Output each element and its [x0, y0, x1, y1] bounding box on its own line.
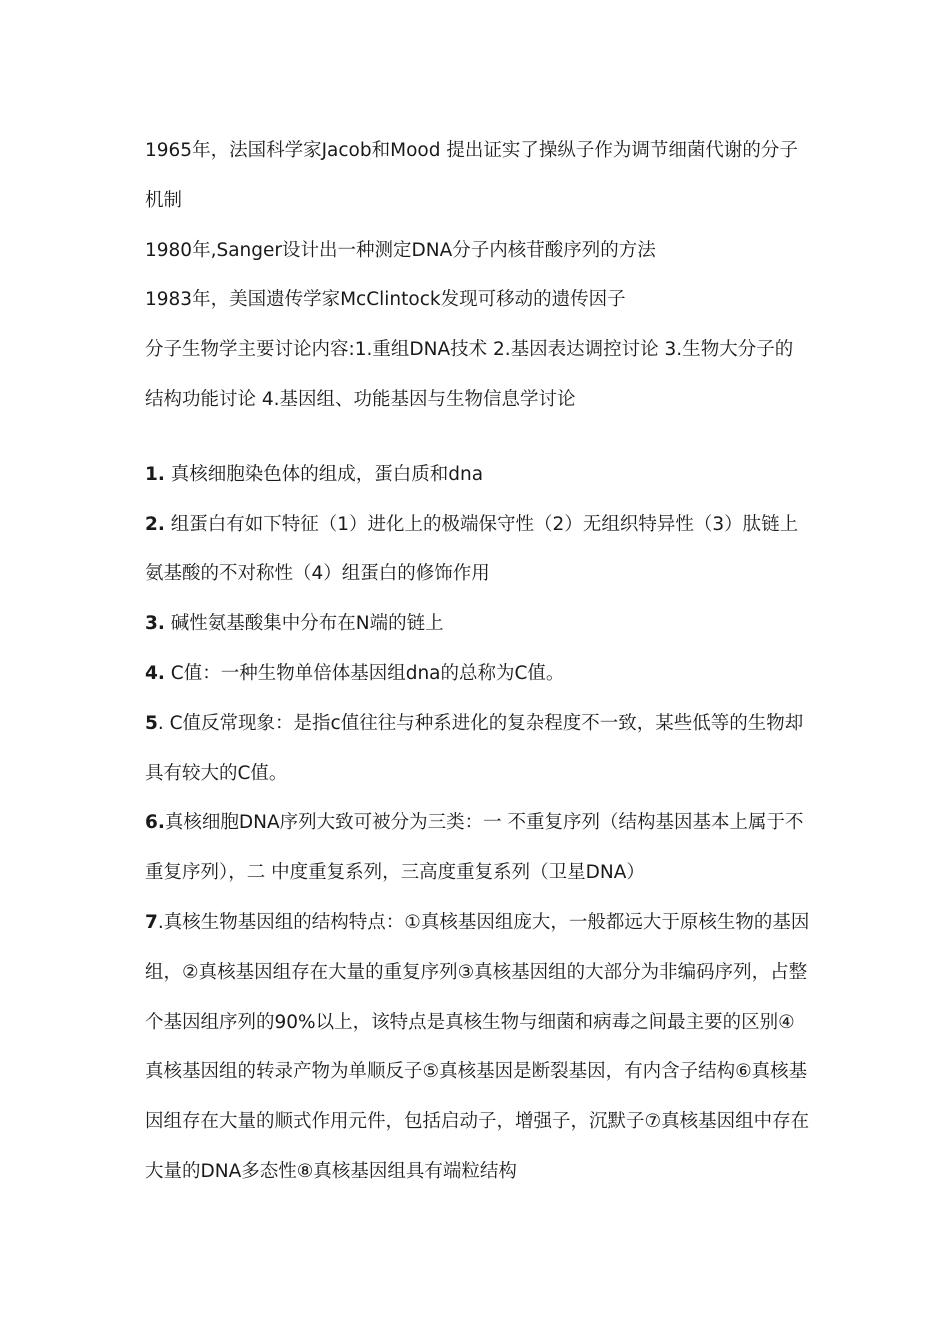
history-line-1965: 1965年，法国科学家Jacob和Mood 提出证实了操纵子作为调节细菌代谢的分子机制 [145, 140, 798, 211]
item-text: 真核细胞染色体的组成，蛋白质和dna [164, 463, 484, 485]
list-item [145, 699, 810, 799]
item-text: 组蛋白有如下特征（1）进化上的极端保守性（2）无组织特异性（3）肽链上氨基酸的不对称性（4）组蛋白的修饰作用 [145, 513, 799, 585]
item-number: 5 [145, 712, 158, 734]
item-text: 真核细胞DNA序列大致可被分为三类：一 不重复序列（结构基因基本上属于不重复序列），二 中度重复系列，三高度重复系列（卫星DNA） [145, 812, 804, 884]
history-line-1980: 1980年,Sanger设计出一种测定DNA分子内核苷酸序列的方法 [145, 239, 656, 261]
history-line-1983: 1983年，美国遗传学家McClintock发现可移动的遗传因子 [145, 289, 626, 311]
item-number: 1. [145, 463, 165, 485]
research-topics: 分子生物学主要讨论内容:1.重组DNA技术 2.基因表达调控讨论 3.生物大分子的结构功能讨论 4.基因组、功能基因与生物信息学讨论 [145, 339, 794, 410]
list-item [145, 450, 810, 500]
item-text: .真核生物基因组的结构特点：①真核基因组庞大，一般都远大于原核生物的基因组，②真核基因组存在大量的重复序列③真核基因组的大部分为非编码序列，占整个基因组序列的90%以上，该特点是真核生物与细菌和病毒之间最主要的区别④真核基因组的转录产物为单顺反子⑤真核基因是断裂基因，有内含子结构⑥真核基因组存在大量的顺式作用元件，包括启动子，增强子，沉默子⑦真核基因组中存在大量的DNA多态性⑧真核基因组具有端粒结构 [145, 911, 810, 1182]
item-number: 6. [145, 812, 165, 834]
item-number: 4. [145, 662, 165, 684]
list-item [145, 798, 810, 898]
list-item [145, 898, 810, 1197]
section-gap [145, 425, 810, 450]
item-number: 2. [145, 513, 165, 535]
list-item [145, 599, 810, 649]
item-text: 碱性氨基酸集中分布在N端的链上 [164, 613, 444, 635]
item-number: 7 [145, 911, 158, 933]
item-number: 3. [145, 613, 165, 635]
list-item [145, 649, 810, 699]
item-text: C值：一种生物单倍体基因组dna的总称为C值。 [164, 662, 565, 684]
list-item [145, 500, 810, 600]
item-text: . C值反常现象：是指c值往往与种系进化的复杂程度不一致，某些低等的生物却具有较大的C值。 [145, 712, 804, 784]
document-body [145, 126, 810, 1197]
